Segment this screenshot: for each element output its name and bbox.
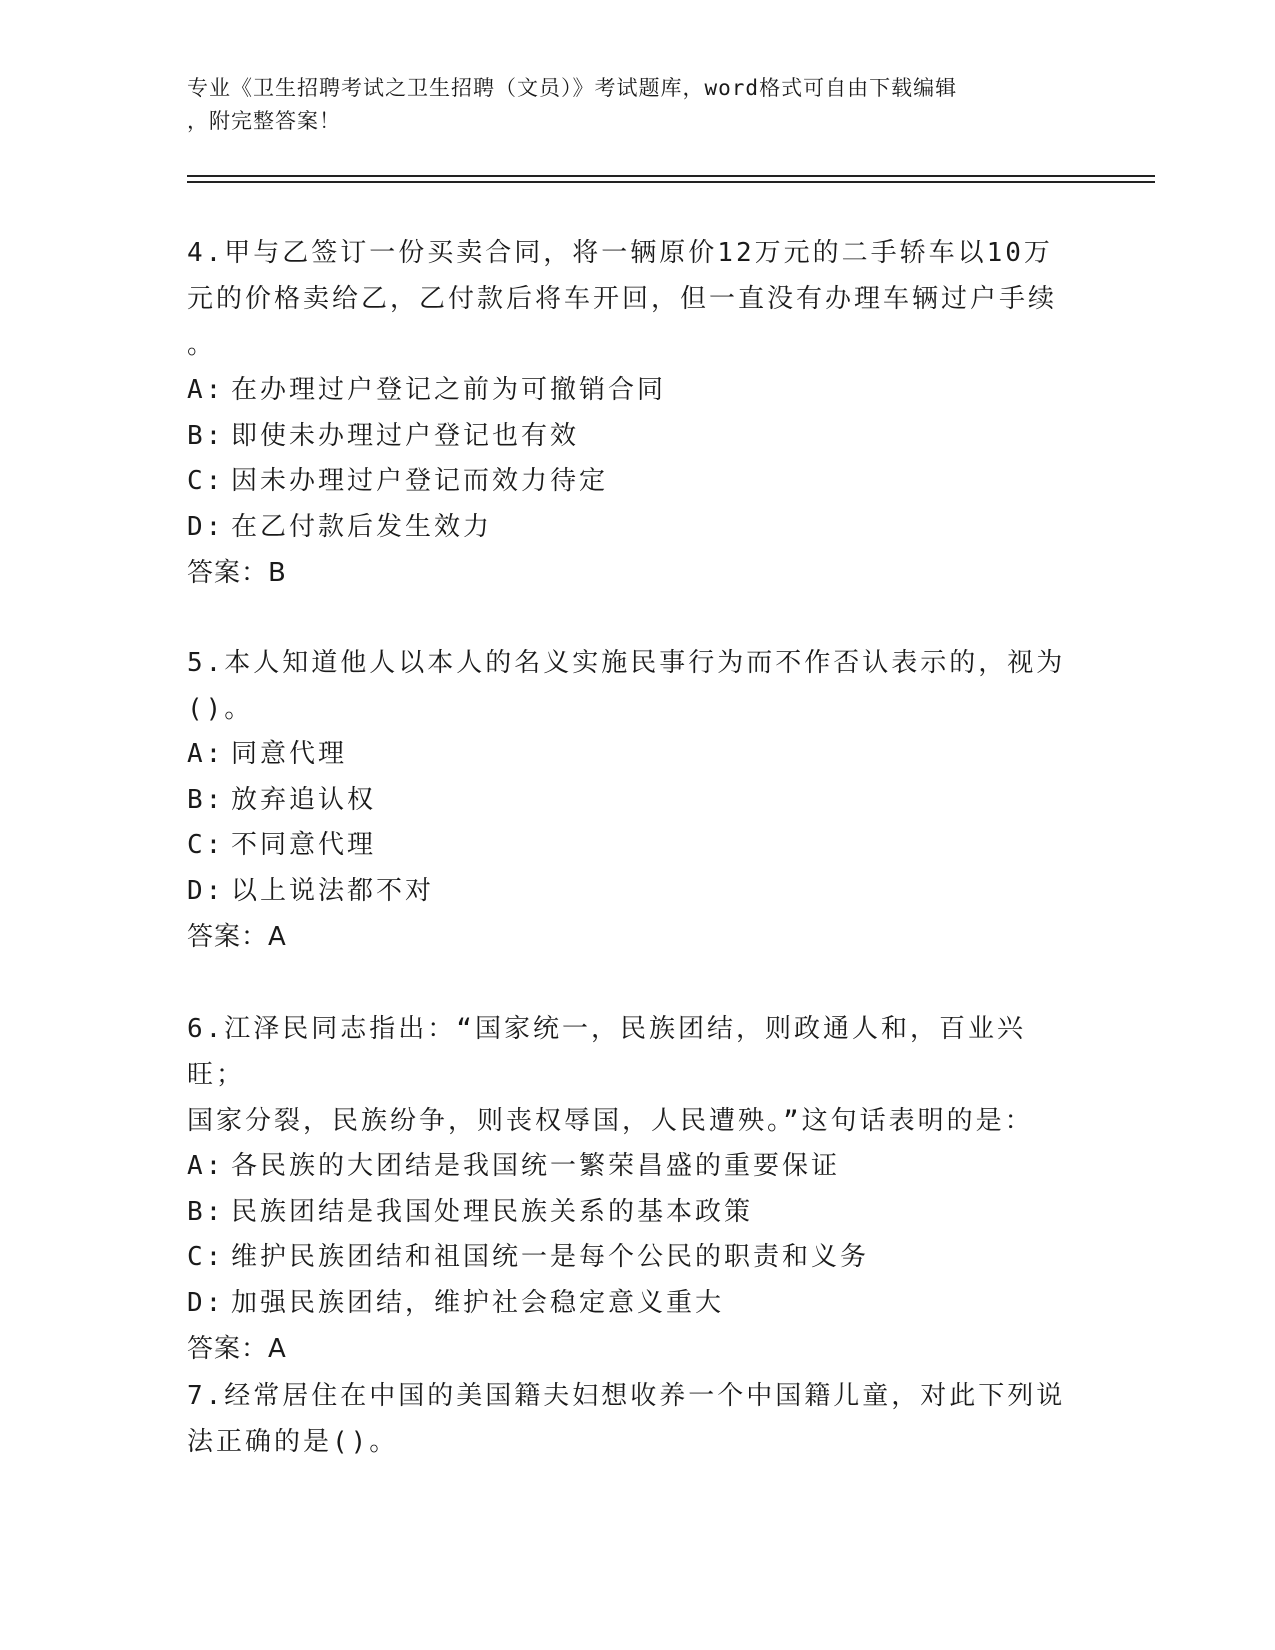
option-letter: C: bbox=[187, 1242, 225, 1272]
option-text: 不同意代理 bbox=[231, 830, 377, 860]
stem-line: 7.经常居住在中国的美国籍夫妇想收养一个中国籍儿童，对此下列说 bbox=[187, 1381, 1066, 1411]
option-b bbox=[187, 414, 1067, 460]
option-text: 加强民族团结，维护社会稳定意义重大 bbox=[231, 1287, 725, 1318]
option-d bbox=[187, 869, 1067, 915]
option-letter: D: bbox=[187, 875, 225, 906]
option-text: 维护民族团结和祖国统一是每个公民的职责和义务 bbox=[231, 1242, 870, 1272]
stem-line: 元的价格卖给乙，乙付款后将车开回，但一直没有办理车辆过户手续 bbox=[187, 284, 1058, 314]
answer-line: 答案：B bbox=[187, 558, 287, 588]
option-b bbox=[187, 1190, 1067, 1236]
question-stem bbox=[187, 230, 1067, 368]
stem-line: 4.甲与乙签订一份买卖合同，将一辆原价12万元的二手轿车以10万 bbox=[187, 238, 1053, 268]
option-letter: C: bbox=[187, 830, 225, 860]
option-c bbox=[187, 1235, 1067, 1281]
header-divider-bottom bbox=[187, 181, 1155, 183]
option-a bbox=[187, 732, 1067, 778]
answer-line: 答案：A bbox=[187, 1334, 287, 1364]
question-6 bbox=[187, 1006, 1067, 1372]
option-a bbox=[187, 368, 1067, 414]
option-b bbox=[187, 778, 1067, 824]
answer-line: 答案：A bbox=[187, 922, 287, 952]
option-letter: D: bbox=[187, 511, 225, 542]
header-divider-top bbox=[187, 175, 1155, 177]
question-4 bbox=[187, 230, 1067, 596]
stem-line: 法正确的是()。 bbox=[187, 1427, 399, 1457]
document-header bbox=[187, 72, 1087, 138]
stem-line: 。 bbox=[187, 330, 217, 360]
option-text: 同意代理 bbox=[231, 739, 348, 769]
option-a bbox=[187, 1144, 1067, 1190]
option-c bbox=[187, 823, 1067, 869]
option-letter: C: bbox=[187, 466, 225, 496]
option-text: 放弃追认权 bbox=[231, 784, 377, 815]
option-d bbox=[187, 505, 1067, 551]
option-text: 民族团结是我国处理民族关系的基本政策 bbox=[231, 1196, 754, 1227]
option-d bbox=[187, 1281, 1067, 1327]
stem-line: 国家分裂，民族纷争，则丧权辱国，人民遭殃。”这句话表明的是： bbox=[187, 1106, 1034, 1136]
header-line-2: ，附完整答案！ bbox=[187, 109, 341, 133]
question-stem bbox=[187, 1006, 1067, 1144]
stem-line: ()。 bbox=[187, 694, 254, 724]
question-5 bbox=[187, 640, 1067, 960]
stem-line: 6.江泽民同志指出：“国家统一，民族团结，则政通人和，百业兴旺； bbox=[187, 1014, 1026, 1090]
option-text: 即使未办理过户登记也有效 bbox=[231, 420, 580, 451]
option-letter: A: bbox=[187, 1151, 225, 1181]
option-c bbox=[187, 459, 1067, 505]
option-text: 以上说法都不对 bbox=[231, 875, 435, 906]
option-text: 在乙付款后发生效力 bbox=[231, 511, 493, 542]
stem-line: 5.本人知道他人以本人的名义实施民事行为而不作否认表示的，视为 bbox=[187, 648, 1066, 678]
option-letter: B: bbox=[187, 420, 225, 451]
option-letter: D: bbox=[187, 1287, 225, 1318]
option-letter: A: bbox=[187, 739, 225, 769]
option-letter: A: bbox=[187, 375, 225, 405]
option-text: 因未办理过户登记而效力待定 bbox=[231, 466, 609, 496]
question-7 bbox=[187, 1373, 1067, 1465]
option-text: 各民族的大团结是我国统一繁荣昌盛的重要保证 bbox=[231, 1151, 841, 1181]
option-letter: B: bbox=[187, 784, 225, 815]
question-stem bbox=[187, 1373, 1067, 1465]
header-line-1: 专业《卫生招聘考试之卫生招聘（文员）》考试题库，word格式可自由下载编辑 bbox=[187, 76, 958, 100]
option-text: 在办理过户登记之前为可撤销合同 bbox=[231, 375, 667, 405]
option-letter: B: bbox=[187, 1196, 225, 1227]
question-stem bbox=[187, 640, 1067, 732]
